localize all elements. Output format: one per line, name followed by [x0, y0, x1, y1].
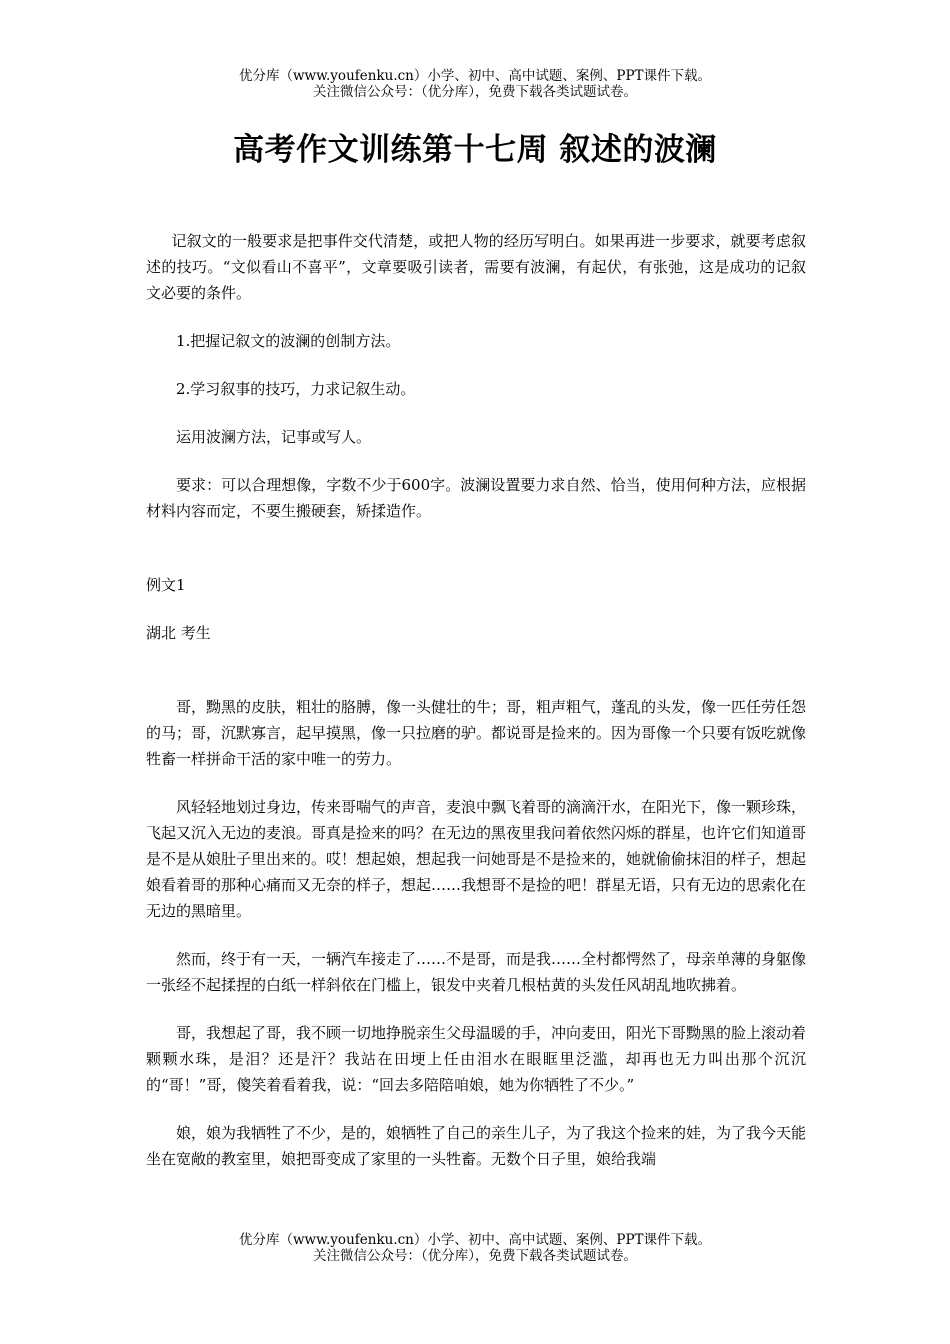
footer-line-1: 优分库（www.youfenku.cn）小学、初中、高中试题、案例、PPT课件下载。 [238, 1232, 712, 1248]
goal-item-2: 2.学习叙事的技巧，力求记叙生动。 [176, 380, 416, 398]
footer-line-2: 关注微信公众号：（优分库），免费下载各类试题试卷。 [313, 1248, 637, 1264]
page-header [0, 68, 950, 100]
intro-paragraph: 记叙文的一般要求是把事件交代清楚，或把人物的经历写明白。如果再进一步要求，就要考虑叙述的技巧。“文似看山不喜平”，文章要吸引读者，需要有波澜，有起伏，有张弛，这是成功的记叙文必要的条件。 [146, 232, 806, 302]
example-author: 湖北 考生 [146, 624, 211, 642]
essay-paragraph-5: 娘，娘为我牺牲了不少，是的，娘牺牲了自己的亲生儿子，为了我这个捡来的娃，为了我今天能坐在宽敞的教室里，娘把哥变成了家里的一头牲畜。无数个日子里，娘给我端 [146, 1124, 807, 1168]
page-footer [0, 1232, 950, 1264]
document-title: 高考作文训练第十七周 叙述的波澜 [233, 132, 717, 168]
essay-paragraph-3: 然而，终于有一天，一辆汽车接走了……不是哥，而是我……全村都愕然了，母亲单薄的身躯像一张经不起揉捏的白纸一样斜依在门槛上，银发中夹着几根枯黄的头发任风胡乱地吹拂着。 [146, 950, 807, 994]
essay-paragraph-1: 哥，黝黑的皮肤，粗壮的胳膊，像一头健壮的牛；哥，粗声粗气，蓬乱的头发，像一匹任劳任怨的马；哥，沉默寡言，起早摸黑，像一只拉磨的驴。都说哥是捡来的。因为哥像一个只要有饭吃就像牲畜一样拼命干活的家中唯一的劳力。 [146, 698, 807, 768]
goal-item-1: 1.把握记叙文的波澜的创制方法。 [176, 332, 401, 350]
header-line-2: 关注微信公众号：（优分库），免费下载各类试题试卷。 [313, 84, 637, 100]
essay-paragraph-2: 风轻轻地划过身边，传来哥喘气的声音，麦浪中飘飞着哥的滴滴汗水，在阳光下，像一颗珍珠，飞起又沉入无边的麦浪。哥真是捡来的吗？在无边的黑夜里我问着依然闪烁的群星，也许它们知道哥是不是从娘肚子里出来的。哎！想起娘，想起我一问她哥是不是捡来的，她就偷偷抹泪的样子，想起娘看着哥的那种心痛而又无奈的样子，想起……我想哥不是捡的吧！群星无语，只有无边的思索化在无边的黑暗里。 [146, 798, 807, 920]
document-body [146, 228, 806, 1172]
header-line-1: 优分库（www.youfenku.cn）小学、初中、高中试题、案例、PPT课件下载。 [238, 68, 712, 84]
example-label: 例文1 [146, 576, 186, 594]
requirement-paragraph: 要求：可以合理想像，字数不少于600字。波澜设置要力求自然、恰当，使用何种方法，应根据材料内容而定，不要生搬硬套，矫揉造作。 [146, 476, 806, 520]
task-paragraph: 运用波澜方法，记事或写人。 [176, 428, 372, 446]
essay-paragraph-4: 哥，我想起了哥，我不顾一切地挣脱亲生父母温暖的手，冲向麦田，阳光下哥黝黑的脸上滚动着颗颗水珠，是泪？还是汗？我站在田埂上任由泪水在眼眶里泛滥，却再也无力叫出那个沉沉的“哥！”哥，傻笑着看着我，说：“回去多陪陪咱娘，她为你牺牲了不少。” [146, 1024, 807, 1094]
